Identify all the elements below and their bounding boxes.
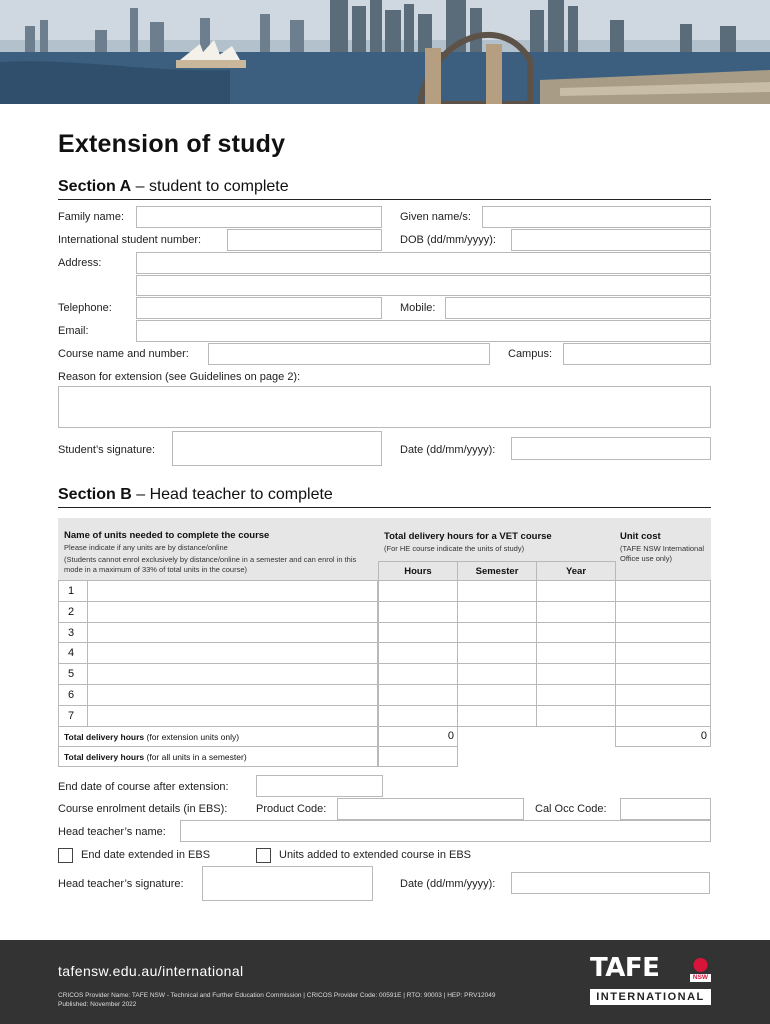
unit-row-number: 7	[68, 710, 75, 722]
footer-cricos-text: CRICOS Provider Name: TAFE NSW - Technical and Further Education Commission | CRICOS Provider Code: 00591E | RTO: 90003 | HEP: PRV12049	[58, 992, 496, 999]
campus-field[interactable]	[563, 343, 711, 365]
section-b-label: Section B	[58, 486, 132, 503]
unit-year-field[interactable]	[536, 663, 616, 685]
unit-semester-field[interactable]	[457, 663, 537, 685]
unit-cost-field[interactable]	[615, 601, 711, 623]
units-added-label: Units added to extended course in EBS	[279, 849, 472, 861]
section-a-label: Section A	[58, 178, 132, 195]
end-date-label: End date of course after extension:	[58, 781, 229, 793]
dob-field[interactable]	[511, 229, 711, 251]
telephone-field[interactable]	[136, 297, 382, 319]
end-date-extended-label: End date extended in EBS	[81, 849, 211, 861]
unit-cost-field[interactable]	[615, 622, 711, 643]
unit-year-field[interactable]	[536, 601, 616, 623]
address-label: Address:	[58, 257, 102, 269]
unit-year-field[interactable]	[536, 580, 616, 602]
unit-name-field[interactable]	[87, 601, 378, 623]
unit-row-number: 6	[68, 689, 75, 701]
unit-semester-field[interactable]	[457, 601, 537, 623]
head-teacher-date-field[interactable]	[511, 872, 710, 894]
head-teacher-signature-field[interactable]	[202, 866, 373, 901]
nsw-logo-text: NSW	[692, 974, 709, 981]
address-field-line-1[interactable]	[136, 252, 711, 274]
total-semester-label-bold: Total delivery hours	[64, 752, 145, 762]
nsw-waratah-logo	[690, 956, 711, 982]
unit-cost-field[interactable]	[615, 642, 711, 664]
cost-header-note: (TAFE NSW International Office use only)	[620, 544, 705, 563]
unit-row-number: 2	[68, 606, 75, 618]
campus-label: Campus:	[508, 348, 553, 360]
units-header-restriction: (Students cannot enrol exclusively by distance/online in a semester and can enrol in this mode in a maximum of 33% of total units in the course)	[64, 555, 357, 574]
year-subheader: Year	[565, 566, 587, 577]
cost-header-title: Unit cost	[620, 531, 661, 542]
unit-semester-field[interactable]	[457, 705, 537, 727]
unit-name-field[interactable]	[87, 663, 378, 685]
footer	[0, 940, 770, 1024]
given-names-field[interactable]	[482, 206, 711, 228]
total-semester-label-rest: (for all units in a semester)	[144, 752, 247, 762]
sydney-harbour-banner-image	[0, 0, 770, 104]
units-header-note: Please indicate if any units are by distance/online	[64, 543, 228, 552]
unit-year-field[interactable]	[536, 622, 616, 643]
unit-hours-field[interactable]	[378, 705, 458, 727]
unit-semester-field[interactable]	[457, 622, 537, 643]
unit-name-field[interactable]	[87, 705, 378, 727]
head-teacher-name-label: Head teacher’s name:	[58, 826, 166, 838]
unit-cost-field[interactable]	[615, 684, 711, 706]
family-name-field[interactable]	[136, 206, 382, 228]
unit-hours-field[interactable]	[378, 663, 458, 685]
unit-year-field[interactable]	[536, 705, 616, 727]
dob-label: DOB (dd/mm/yyyy):	[400, 234, 496, 246]
address-field-line-2[interactable]	[136, 275, 711, 296]
unit-hours-field[interactable]	[378, 622, 458, 643]
head-teacher-signature-label: Head teacher’s signature:	[58, 878, 184, 890]
hours-header-note: (For HE course indicate the units of study)	[384, 544, 525, 553]
student-date-field[interactable]	[511, 437, 711, 460]
tafe-logo-text: TAFE	[590, 953, 660, 983]
unit-cost-field[interactable]	[615, 580, 711, 602]
unit-hours-field[interactable]	[378, 684, 458, 706]
section-b-subtitle: – Head teacher to complete	[136, 486, 333, 503]
total-semester-hours-field[interactable]	[378, 746, 458, 767]
course-field[interactable]	[208, 343, 490, 365]
unit-row-number: 1	[68, 585, 75, 597]
reason-label: Reason for extension (see Guidelines on page 2):	[58, 371, 301, 383]
units-added-checkbox[interactable]	[256, 848, 271, 863]
unit-row-number: 5	[68, 668, 75, 680]
section-a-subtitle: – student to complete	[135, 178, 289, 195]
footer-url-link[interactable]: tafensw.edu.au/international	[58, 963, 244, 979]
footer-published-text: Published: November 2022	[58, 1001, 137, 1008]
skyline-illustration	[0, 0, 770, 104]
unit-year-field[interactable]	[536, 684, 616, 706]
student-date-label: Date (dd/mm/yyyy):	[400, 444, 496, 456]
head-teacher-date-label: Date (dd/mm/yyyy):	[400, 878, 496, 890]
unit-name-field[interactable]	[87, 684, 378, 706]
intl-student-number-field[interactable]	[227, 229, 382, 251]
unit-hours-field[interactable]	[378, 580, 458, 602]
total-semester-label	[64, 752, 247, 762]
student-signature-label: Student’s signature:	[58, 444, 156, 456]
unit-year-field[interactable]	[536, 642, 616, 664]
intl-student-number-label: International student number:	[58, 234, 202, 246]
units-header-title: Name of units needed to complete the course	[64, 530, 270, 541]
unit-name-field[interactable]	[87, 622, 378, 643]
end-date-extended-checkbox[interactable]	[58, 848, 73, 863]
cal-occ-code-field[interactable]	[620, 798, 711, 820]
unit-row-number: 3	[68, 627, 75, 639]
section-b-rule	[58, 507, 711, 508]
form-title: Extension of study	[58, 130, 286, 158]
unit-hours-field[interactable]	[378, 642, 458, 664]
international-logo-text: INTERNATIONAL	[590, 989, 711, 1005]
head-teacher-name-field[interactable]	[180, 820, 711, 842]
total-extension-label-rest: (for extension units only)	[144, 732, 240, 742]
hours-subheader: Hours	[404, 566, 432, 577]
unit-cost-field[interactable]	[615, 663, 711, 685]
product-code-field[interactable]	[337, 798, 524, 820]
total-extension-cost-value: 0	[700, 730, 707, 742]
unit-hours-field[interactable]	[378, 601, 458, 623]
mobile-field[interactable]	[445, 297, 711, 319]
section-b-heading	[58, 486, 333, 504]
total-extension-label	[64, 732, 239, 742]
course-label: Course name and number:	[58, 348, 189, 360]
enrolment-label: Course enrolment details (in EBS):	[58, 803, 228, 815]
unit-semester-field[interactable]	[457, 580, 537, 602]
reason-field[interactable]	[58, 386, 711, 428]
email-label: Email:	[58, 325, 89, 337]
total-extension-hours-value: 0	[447, 730, 454, 742]
hours-header-title: Total delivery hours for a VET course	[384, 531, 552, 542]
unit-semester-field[interactable]	[457, 684, 537, 706]
unit-cost-field[interactable]	[615, 705, 711, 727]
unit-name-field[interactable]	[87, 642, 378, 664]
product-code-label: Product Code:	[256, 803, 327, 815]
family-name-label: Family name:	[58, 211, 125, 223]
student-signature-field[interactable]	[172, 431, 382, 466]
total-extension-label-bold: Total delivery hours	[64, 732, 145, 742]
mobile-label: Mobile:	[400, 302, 436, 314]
end-date-field[interactable]	[256, 775, 383, 797]
semester-subheader: Semester	[475, 566, 519, 577]
telephone-label: Telephone:	[58, 302, 112, 314]
given-names-label: Given name/s:	[400, 211, 471, 223]
unit-name-field[interactable]	[87, 580, 378, 602]
section-a-rule	[58, 199, 711, 200]
cal-occ-code-label: Cal Occ Code:	[535, 803, 607, 815]
unit-semester-field[interactable]	[457, 642, 537, 664]
section-a-heading	[58, 178, 289, 196]
unit-row-number: 4	[68, 647, 75, 659]
email-field[interactable]	[136, 320, 711, 342]
